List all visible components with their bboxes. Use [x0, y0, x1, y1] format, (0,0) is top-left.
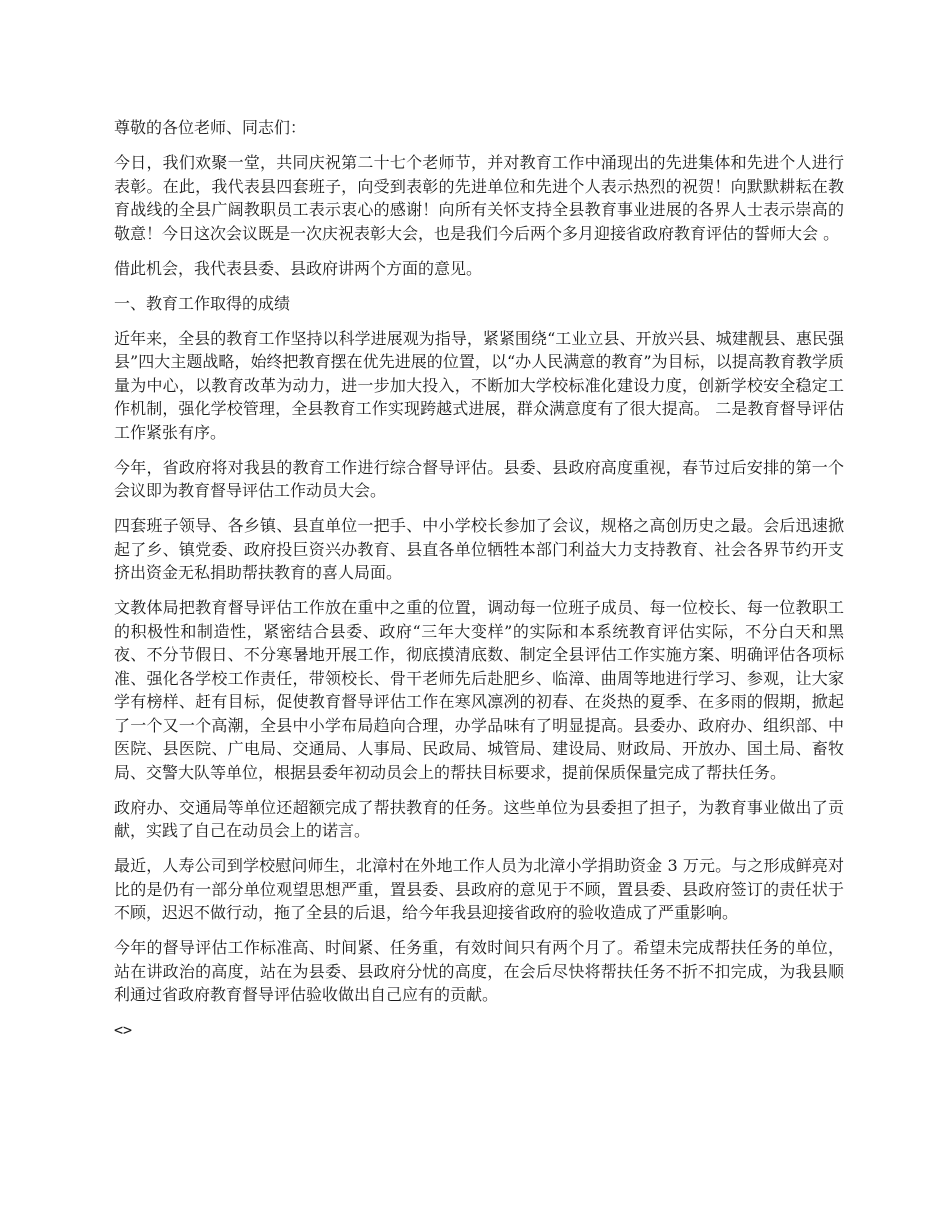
paragraph-overachievers: 政府办、交通局等单位还超额完成了帮扶教育的任务。这些单位为县委担了担子，为教育事业做出了贡献，实践了自己在动员会上的诺言。: [114, 797, 844, 840]
paragraph-intro: 借此机会，我代表县委、县政府讲两个方面的意见。: [114, 258, 483, 278]
paragraph-donations: 最近，人寿公司到学校慰问师生，北漳村在外地工作人员为北漳小学捐助资金 3 万元。与之形成鲜亮对比的是仍有一部分单位观望思想严重，置县委、县政府的意见于不顾，置县委、县政府签订的责任状于不顾，迟迟不做行动，拖了全县的后退，给今年我县迎接省政府的验收造成了严重影响。: [114, 856, 844, 922]
paragraph-evaluation: 今年，省政府将对我县的教育工作进行综合督导评估。县委、县政府高度重视，春节过后安排的第一个会议即为教育督导评估工作动员大会。: [114, 457, 844, 500]
paragraph-achievements: 近年来，全县的教育工作坚持以科学进展观为指导，紧紧围绕“工业立县、开放兴县、城建靓县、惠民强县”四大主题战略，始终把教育摆在优先进展的位置，以“办人民满意的教育”为目标，以提高教育教学质量为中心，以教育改革为动力，进一步加大投入，不断加大学校标准化建设力度，创新学校安全稳定工作机制，强化学校管理，全县教育工作实现跨越式进展，群众满意度有了很大提高。 二是教育督导评估工作紧张有序。: [114, 328, 844, 442]
section-heading: 一、教育工作取得的成绩: [114, 293, 291, 313]
paragraph-closing: 今年的督导评估工作标准高、时间紧、任务重，有效时间只有两个月了。希望未完成帮扶任务的单位，站在讲政治的高度，站在为县委、县政府分忧的高度，在会后尽快将帮扶任务不折不扣完成，为我县顺利通过省政府教育督导评估验收做出自己应有的贡献。: [114, 938, 844, 1004]
paragraph-leadership: 四套班子领导、各乡镇、县直单位一把手、中小学校长参加了会议，规格之高创历史之最。会后迅速掀起了乡、镇党委、政府投巨资兴办教育、县直各单位牺牲本部门利益大力支持教育、社会各界节约开支挤出资金无私捐助帮扶教育的喜人局面。: [114, 516, 844, 582]
paragraph-opening: 今日，我们欢聚一堂，共同庆祝第二十七个老师节，并对教育工作中涌现出的先进集体和先进个人进行表彰。在此，我代表县四套班子，向受到表彰的先进单位和先进个人表示热烈的祝贺！向默默耕耘在教育战线的全县广阔教职员工表示衷心的感谢！向所有关怀支持全县教育事业进展的各界人士表示崇高的敬意！今日这次会议既是一次庆祝表彰大会，也是我们今后两个多月迎接省政府教育评估的誓师大会 。: [114, 153, 844, 243]
document-body: [114, 116, 844, 1054]
paragraph-bureau: 文教体局把教育督导评估工作放在重中之重的位置，调动每一位班子成员、每一位校长、每一位教职工的积极性和制造性，紧密结合县委、政府“三年大变样”的实际和本系统教育评估实际，不分白天和黑夜、不分节假日、不分寒暑地开展工作，彻底摸清底数、制定全县评估工作实施方案、明确评估各项标准、强化各学校工作责任，带领校长、骨干老师先后赴肥乡、临漳、曲周等地进行学习、参观，让大家学有榜样、赶有目标，促使教育督导评估工作在寒风凛冽的初春、在炎热的夏季、在多雨的假期，掀起了一个又一个高潮，全县中小学布局趋向合理，办学品味有了明显提高。县委办、政府办、组织部、中医院、县医院、广电局、交通局、人事局、民政局、城管局、建设局、财政局、开放办、国土局、畜牧局、交警大队等单位，根据县委年初动员会上的帮扶目标要求，提前保质保量完成了帮扶任务。: [114, 598, 844, 782]
end-mark: <>: [114, 1020, 133, 1039]
salutation: 尊敬的各位老师、同志们：: [114, 118, 307, 137]
